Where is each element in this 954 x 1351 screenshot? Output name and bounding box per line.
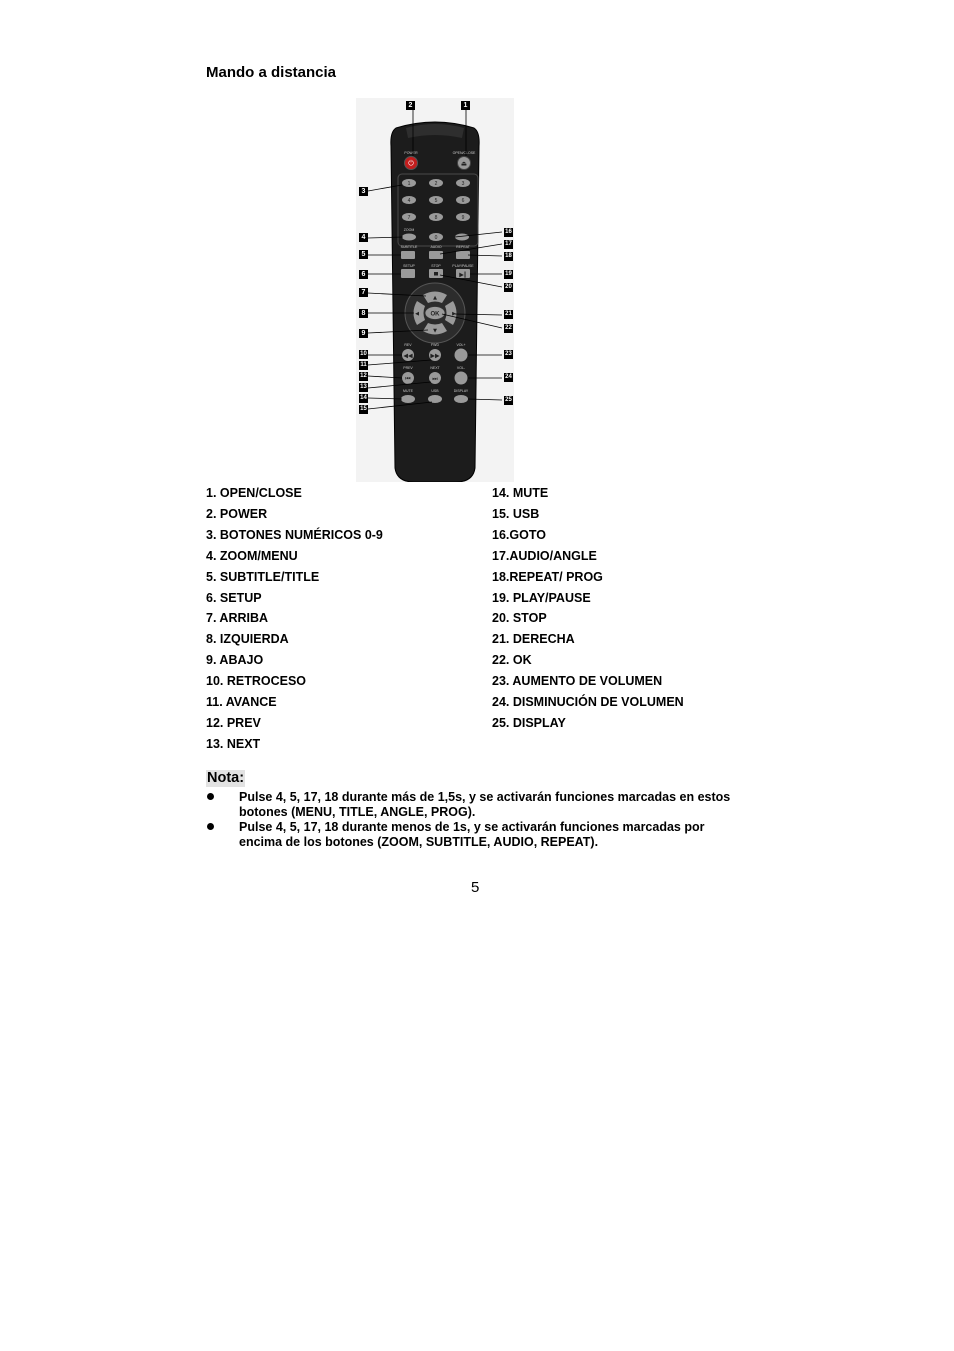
legend-item: 21. DERECHA — [492, 632, 575, 647]
callout-11: 11 — [360, 362, 367, 368]
nota-item-line: botones (MENU, TITLE, ANGLE, PROG). — [239, 804, 476, 819]
page-title: Mando a distancia — [206, 64, 337, 81]
bullet-icon — [207, 793, 214, 800]
usb-label: USB — [431, 389, 439, 393]
callout-18: 18 — [505, 253, 512, 259]
digit-label-3: 3 — [461, 180, 465, 187]
callout-4: 4 — [359, 233, 368, 242]
power-label: POWER — [404, 151, 418, 155]
fwd-label: FWD — [431, 343, 439, 347]
stop-label: STOP — [431, 264, 441, 268]
nota-item-line: encima de los botones (ZOOM, SUBTITLE, AUDIO, REPEAT). — [239, 834, 599, 849]
usb-button — [428, 395, 442, 403]
callout-20: 20 — [505, 284, 512, 290]
vol-down-label: VOL- — [456, 366, 466, 370]
nota-item-line: Pulse 4, 5, 17, 18 durante menos de 1s, y se activarán funciones marcadas por — [239, 820, 705, 834]
nota-item — [206, 820, 766, 849]
rewind-icon: ◀◀ — [403, 352, 413, 360]
callout-22: 22 — [505, 325, 512, 331]
next-label: NEXT — [430, 366, 440, 370]
callout-2: 2 — [406, 101, 415, 110]
nota-item — [206, 790, 766, 819]
digit-label-0: 0 — [434, 234, 438, 241]
callout-6: 6 — [359, 270, 368, 279]
ok-label: OK — [430, 311, 440, 318]
legend-item: 2. POWER — [206, 506, 268, 521]
legend-item: 22. OK — [492, 653, 532, 668]
repeat-prog-button — [456, 251, 470, 259]
legend-item: 3. BOTONES NUMÉRICOS 0-9 — [206, 527, 383, 542]
next-icon: ⏭ — [432, 375, 438, 383]
legend-right-column — [492, 483, 792, 734]
legend-item: 23. AUMENTO DE VOLUMEN — [492, 674, 663, 689]
arrow-right-icon: ▶ — [452, 311, 456, 317]
callout-1: 1 — [461, 101, 470, 110]
remote-control-illustration — [356, 98, 514, 482]
digit-label-9: 9 — [461, 214, 465, 221]
zoom-label: ZOOM — [403, 228, 415, 232]
digit-label-8: 8 — [434, 214, 438, 221]
audio-angle-button — [429, 251, 443, 259]
callout-9: 9 — [359, 329, 368, 338]
arrow-down-icon: ▼ — [433, 328, 437, 334]
mute-button — [401, 395, 415, 403]
fast-forward-icon: ▶▶ — [430, 352, 440, 360]
callout-17: 17 — [505, 241, 512, 247]
display-button — [454, 395, 468, 403]
digit-label-2: 2 — [434, 180, 438, 187]
previous-icon: ⏮ — [405, 375, 411, 383]
callout-3: 3 — [359, 187, 368, 196]
zoom-menu-button — [402, 234, 416, 241]
subtitle-title-button — [401, 251, 415, 259]
audio-label: AUDIO — [430, 245, 442, 249]
legend-item: 4. ZOOM/MENU — [206, 548, 298, 563]
legend-item: 15. USB — [492, 506, 540, 521]
digit-label-6: 6 — [461, 197, 465, 204]
callout-10: 10 — [360, 351, 367, 357]
nota-heading: Nota: — [207, 770, 245, 786]
digit-label-1: 1 — [407, 180, 411, 187]
power-icon: ⏻ — [408, 159, 414, 168]
eject-icon: ⏏ — [460, 159, 468, 168]
callout-16: 16 — [505, 229, 512, 235]
callout-19: 19 — [505, 271, 512, 277]
callout-7: 7 — [359, 288, 368, 297]
legend-item: 7. ARRIBA — [206, 611, 269, 626]
page-number: 5 — [471, 879, 480, 896]
open-close-label: OPEN/CLOSE — [452, 151, 476, 155]
callout-14: 14 — [360, 395, 367, 401]
legend-item: 11. AVANCE — [206, 695, 277, 710]
remote-control-figure — [356, 98, 514, 482]
setup-button — [401, 269, 415, 278]
legend-item: 5. SUBTITLE/TITLE — [206, 569, 320, 584]
nota-item-line: Pulse 4, 5, 17, 18 durante más de 1,5s, y se activarán funciones marcadas en estos — [239, 790, 731, 804]
legend-item: 18.REPEAT/ PROG — [492, 569, 603, 584]
legend-item: 19. PLAY/PAUSE — [492, 590, 591, 605]
arrow-left-icon: ◀ — [415, 311, 419, 317]
legend-left-column — [206, 483, 486, 755]
vol-up-button — [455, 349, 468, 362]
vol-down-button — [455, 372, 468, 385]
legend-item: 12. PREV — [206, 715, 261, 730]
callout-24: 24 — [505, 374, 512, 380]
stop-icon — [434, 272, 438, 276]
subtitle-label: SUBTITLE — [400, 245, 418, 249]
repeat-label: REPEAT — [456, 245, 470, 249]
rev-label: REV — [404, 343, 412, 347]
legend-item: 9. ABAJO — [206, 653, 264, 668]
legend-item: 10. RETROCESO — [206, 674, 307, 689]
legend-item: 8. IZQUIERDA — [206, 632, 289, 647]
legend-item: 17.AUDIO/ANGLE — [492, 548, 597, 563]
prev-label: PREV — [403, 366, 413, 370]
callout-25: 25 — [505, 397, 512, 403]
play-pause-icon: ▶‖ — [459, 271, 467, 279]
callout-12: 12 — [360, 373, 367, 379]
digit-label-5: 5 — [434, 197, 438, 204]
setup-label: SETUP — [403, 264, 415, 268]
digit-label-7: 7 — [407, 214, 411, 221]
mute-label: MUTE — [403, 389, 413, 393]
legend-item: 1. OPEN/CLOSE — [206, 486, 302, 500]
legend-item: 14. MUTE — [492, 486, 549, 500]
callout-21: 21 — [505, 311, 512, 317]
play-pause-label: PLAY/PAUSE — [452, 264, 474, 268]
bullet-icon — [207, 823, 214, 830]
callout-15: 15 — [360, 406, 367, 412]
callout-23: 23 — [505, 351, 512, 357]
legend-item: 24. DISMINUCIÓN DE VOLUMEN — [492, 695, 684, 710]
nota-list — [206, 790, 766, 850]
digit-label-4: 4 — [407, 197, 411, 204]
callout-8: 8 — [359, 309, 368, 318]
legend-item: 20. STOP — [492, 611, 547, 626]
legend-item: 25. DISPLAY — [492, 715, 566, 730]
callout-13: 13 — [360, 384, 367, 390]
arrow-up-icon: ▲ — [433, 295, 437, 301]
vol-up-label: VOL+ — [456, 343, 466, 347]
display-label: DISPLAY — [453, 389, 469, 393]
legend-item: 13. NEXT — [206, 736, 261, 751]
legend-item: 6. SETUP — [206, 590, 262, 605]
legend-item: 16.GOTO — [492, 527, 546, 542]
callout-5: 5 — [359, 250, 368, 259]
